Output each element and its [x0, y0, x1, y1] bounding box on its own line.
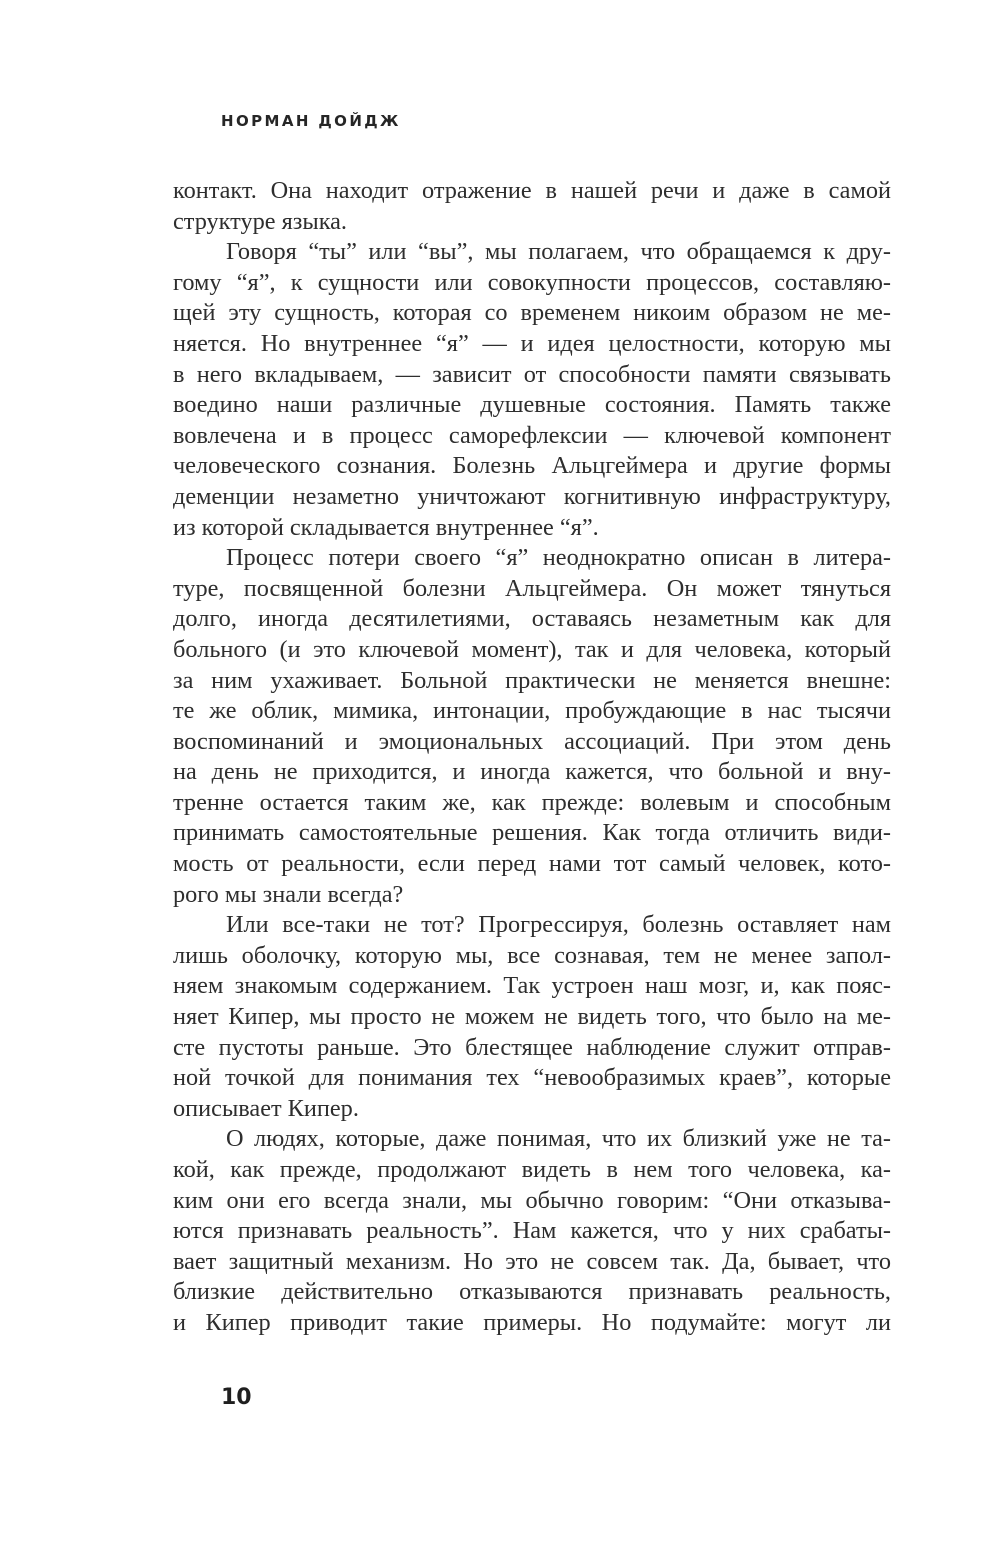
text-line: вовлечена и в процесс саморефлексии — ключевой компонент	[173, 421, 891, 449]
text-line: близкие действительно отказываются признавать реальность,	[173, 1278, 891, 1306]
text-line: те же облик, мимика, интонации, пробуждающие в нас тысячи	[173, 697, 891, 725]
text-line: человеческого сознания. Болезнь Альцгеймера и другие формы	[173, 452, 891, 480]
text-line: сте пустоты раньше. Это блестящее наблюдение служит отправ-	[173, 1033, 891, 1061]
text-line: описывает Кипер.	[173, 1094, 359, 1122]
text-line: ной точкой для понимания тех “невообразимых краев”, которые	[173, 1064, 891, 1092]
text-line: больного (и это ключевой момент), так и для человека, который	[173, 635, 891, 663]
text-line: кой, как прежде, продолжают видеть в нем того человека, ка-	[173, 1156, 891, 1183]
text-line: няем знакомым содержанием. Так устроен наш мозг, и, как пояс-	[173, 972, 891, 1000]
text-line: туре, посвященной болезни Альцгеймера. Он может тянуться	[173, 574, 891, 602]
text-line: ким они его всегда знали, мы обычно говорим: “Они отказыва-	[173, 1186, 891, 1214]
text-line: Или все-таки не тот? Прогрессируя, болезнь оставляет нам	[226, 911, 891, 939]
text-line: вает защитный механизм. Но это не совсем так. Да, бывает, что	[173, 1247, 891, 1275]
text-line: на день не приходится, и иногда кажется, что больной и вну-	[173, 758, 891, 786]
text-line: структуре языка.	[173, 207, 348, 235]
text-line: няется. Но внутреннее “я” — и идея целостности, которую мы	[173, 329, 891, 357]
text-line: из которой складывается внутреннее “я”.	[173, 513, 599, 541]
text-line: тренне остается таким же, как прежде: волевым и способным	[173, 788, 891, 816]
text-line: контакт. Она находит отражение в нашей речи и даже в самой	[173, 177, 891, 204]
text-line: гому “я”, к сущности или совокупности процессов, составляю-	[173, 268, 891, 296]
text-line: няет Кипер, мы просто не можем не видеть того, что было на ме-	[173, 1003, 891, 1031]
text-line: лишь оболочку, которую мы, все сознавая, тем не менее запол-	[173, 941, 891, 969]
text-line: рого мы знали всегда?	[173, 880, 404, 908]
text-line: воспоминаний и эмоциональных ассоциаций. При этом день	[173, 727, 891, 755]
text-line: щей эту сущность, которая со временем никоим образом не ме-	[173, 299, 891, 327]
text-line: долго, иногда десятилетиями, оставаясь незаметным как для	[173, 605, 891, 633]
text-line: Говоря “ты” или “вы”, мы полагаем, что обращаемся к дру-	[226, 238, 891, 266]
text-line: деменции незаметно уничтожают когнитивную инфраструктуру,	[173, 482, 891, 510]
text-line: принимать самостоятельные решения. Как тогда отличить види-	[173, 819, 891, 847]
text-line: в него вкладываем, — зависит от способности памяти связывать	[173, 360, 891, 388]
text-line: ются признавать реальность”. Нам кажется, что у них срабаты-	[173, 1217, 891, 1245]
running-head: НОРМАН ДОЙДЖ	[221, 112, 401, 130]
text-line: за ним ухаживает. Больной практически не меняется внешне:	[173, 666, 891, 694]
page-number: 10	[221, 1385, 252, 1410]
text-line: О людях, которые, даже понимая, что их близкий уже не та-	[226, 1125, 891, 1153]
text-line: воедино наши различные душевные состояния. Память также	[173, 391, 891, 419]
text-line: мость от реальности, если перед нами тот самый человек, кото-	[173, 850, 891, 878]
body-text	[173, 176, 891, 1339]
text-line: и Кипер приводит такие примеры. Но подумайте: могут ли	[173, 1308, 891, 1336]
text-line: Процесс потери своего “я” неоднократно описан в литера-	[226, 544, 891, 572]
